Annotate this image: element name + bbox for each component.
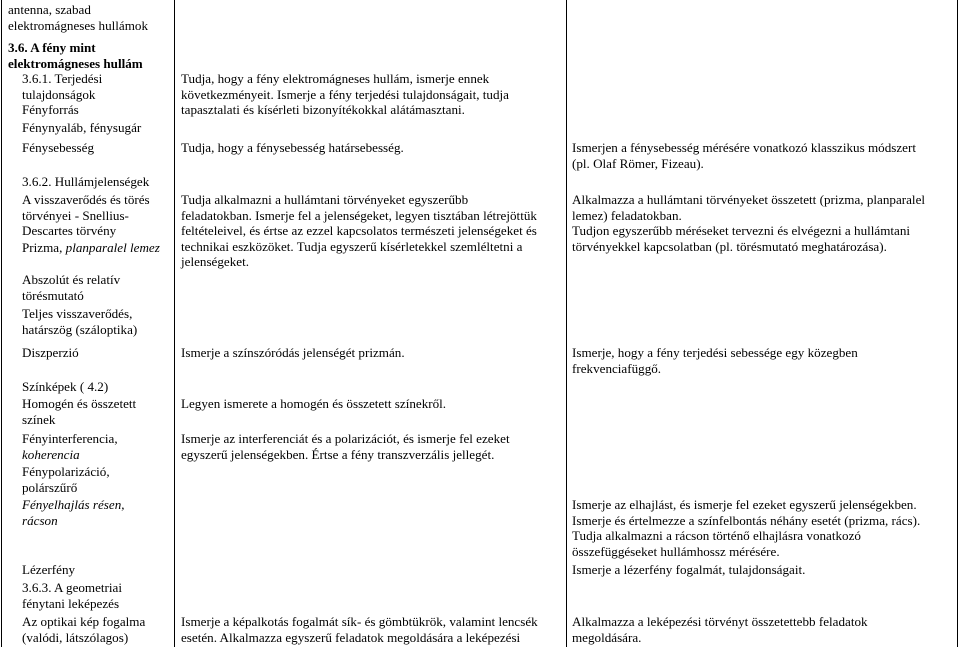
advanced-requirement-line: megoldására. — [572, 629, 642, 645]
advanced-requirement-line: (pl. Olaf Römer, Fizeau). — [572, 155, 704, 171]
advanced-requirement-cell — [572, 140, 916, 171]
topic-line: Fényinterferencia, — [22, 431, 118, 446]
advanced-requirement-line: törvényekkel kapcsolatban (pl. törésmutató meghatározása). — [572, 238, 887, 254]
requirement-line: tapasztalati és kísérleti bizonyítékokkal alátámasztani. — [181, 102, 465, 117]
requirement-line: Tudja alkalmazni a hullámtani törvényeket egyszerűbb — [181, 192, 469, 207]
topic-line: Descartes törvény — [22, 223, 117, 238]
topic-cell — [22, 497, 125, 528]
topic-cell — [8, 40, 143, 71]
table-border-left — [1, 0, 2, 647]
advanced-requirement-line: összefüggéseket hullámhossz mérésére. — [572, 543, 780, 559]
topic-cell — [22, 447, 80, 463]
topic-cell — [22, 562, 75, 578]
requirement-line: Tudja, hogy a fénysebesség határsebesség. — [181, 140, 404, 155]
topic-line: (valódi, látszólagos) — [22, 629, 129, 645]
topic-line: Abszolút és relatív — [22, 272, 121, 287]
advanced-requirement-line: Ismerje és értelmezze a színfelbontás néhány esetét (prizma, rács). — [572, 512, 921, 528]
topic-cell — [22, 306, 137, 337]
requirement-line: Legyen ismerete a homogén és összetett színekről. — [181, 396, 447, 411]
topic-cell — [22, 192, 150, 239]
topic-cell — [22, 464, 110, 495]
requirement-line: egyszerű jelenségekben. Értse a fény transzverzális jellegét. — [181, 446, 495, 462]
requirement-line: feladatokban. Ismerje fel a jelenségeket, legyen tisztában létrejöttük — [181, 207, 537, 223]
topic-line: Diszperzió — [22, 345, 79, 360]
requirement-line: technikai eszközöket. Tudja egyszerű kísérletekkel szemléltetni a — [181, 238, 523, 254]
topic-line: 3.6.3. A geometriai — [22, 580, 123, 595]
topic-cell — [22, 345, 79, 361]
advanced-requirement-line: lemez) feladatokban. — [572, 207, 682, 223]
requirement-line: Ismerje a színszóródás jelenségét prizmán. — [181, 345, 405, 360]
topic-line: antenna, szabad — [8, 2, 91, 17]
topic-line: elektromágneses hullám — [8, 55, 143, 71]
topic-cell — [22, 614, 145, 645]
topic-cell — [22, 120, 141, 136]
requirement-cell — [181, 140, 404, 156]
topic-line: törésmutató — [22, 287, 84, 303]
topic-line: Az optikai kép fogalma — [22, 614, 146, 629]
topic-line: tulajdonságok — [22, 86, 96, 102]
advanced-requirement-line: Ismerje a lézerfény fogalmát, tulajdonságait. — [572, 562, 806, 577]
topic-line: 3.6.2. Hullámjelenségek — [22, 174, 150, 189]
topic-cell — [22, 396, 136, 427]
topic-line: elektromágneses hullámok — [8, 17, 148, 33]
requirement-line: Tudja, hogy a fény elektromágneses hullám, ismerje ennek — [181, 71, 490, 86]
advanced-requirement-line: Tudjon egyszerűbb méréseket tervezni és elvégezni a hullámtani — [572, 223, 911, 238]
topic-line: koherencia — [22, 447, 80, 462]
requirement-line: Ismerje az interferenciát és a polarizációt, és ismerje fel ezeket — [181, 431, 510, 446]
requirement-line: Ismerje a képalkotás fogalmát sík- és gömbtükrök, valamint lencsék — [181, 614, 538, 629]
topic-line: Színképek ( 4.2) — [22, 379, 109, 394]
topic-line: Fénysebesség — [22, 140, 95, 155]
topic-cell — [22, 431, 118, 447]
advanced-requirement-line: Tudja alkalmazni a rácson történő elhajlásra vonatkozó — [572, 528, 861, 543]
topic-line: Fényelhajlás résen, — [22, 497, 125, 512]
topic-line: 3.6.1. Terjedési — [22, 71, 103, 86]
advanced-requirement-line: frekvenciafüggő. — [572, 360, 662, 376]
column-divider-2 — [566, 0, 567, 647]
advanced-requirement-line: Ismerje az elhajlást, és ismerje fel ezeket egyszerű jelenségekben. — [572, 497, 917, 512]
topic-cell — [22, 102, 79, 118]
topic-line: Prizma, planparalel lemez — [22, 240, 160, 255]
requirement-cell — [181, 71, 509, 118]
topic-line: Homogén és összetett — [22, 396, 137, 411]
advanced-requirement-cell — [572, 614, 868, 645]
advanced-requirement-line: Alkalmazza a leképezési törvényt összetettebb feladatok — [572, 614, 868, 629]
requirement-line: jelenségeket. — [181, 254, 249, 269]
topic-cell — [22, 174, 149, 190]
topic-line: határszög (száloptika) — [22, 321, 138, 337]
topic-cell — [22, 140, 94, 156]
topic-cell — [22, 580, 122, 611]
topic-line: rácson — [22, 512, 58, 528]
topic-cell — [22, 240, 160, 256]
advanced-requirement-cell — [572, 192, 925, 254]
topic-cell — [8, 2, 148, 33]
requirement-cell — [181, 396, 446, 412]
advanced-requirement-line: Alkalmazza a hullámtani törvényeket összetett (prizma, planparalel — [572, 192, 926, 207]
column-divider-1 — [174, 0, 175, 647]
topic-line: Fénypolarizáció, — [22, 464, 110, 479]
topic-line: polárszűrő — [22, 479, 78, 495]
topic-cell — [22, 379, 108, 395]
topic-cell — [22, 272, 120, 303]
requirement-line: esetén. Alkalmazza egyszerű feladatok megoldására a leképezési — [181, 629, 521, 645]
topic-line: A visszaverődés és törés — [22, 192, 150, 207]
topic-cell — [22, 71, 102, 102]
advanced-requirement-cell — [572, 497, 920, 559]
topic-line: fénytani leképezés — [22, 595, 120, 611]
topic-line: Fényforrás — [22, 102, 79, 117]
advanced-requirement-cell — [572, 562, 805, 578]
topic-line: Teljes visszaverődés, — [22, 306, 133, 321]
table-border-right — [957, 0, 958, 647]
requirement-cell — [181, 614, 538, 645]
topic-line: törvényei - Snellius- — [22, 207, 129, 223]
topic-line: Lézerfény — [22, 562, 76, 577]
advanced-requirement-line: Ismerje, hogy a fény terjedési sebessége egy közegben — [572, 345, 858, 360]
requirement-cell — [181, 345, 405, 361]
advanced-requirement-line: Ismerjen a fénysebesség mérésére vonatkozó klasszikus módszert — [572, 140, 916, 155]
requirement-line: következményeit. Ismerje a fény terjedési tulajdonságait, tudja — [181, 86, 509, 102]
topic-line: Fénynyaláb, fénysugár — [22, 120, 142, 135]
advanced-requirement-cell — [572, 345, 858, 376]
requirement-line: feltételeivel, és értse az ezzel kapcsolatos természeti jelenségeket és — [181, 223, 537, 238]
topic-line: 3.6. A fény mint — [8, 40, 96, 55]
requirement-cell — [181, 431, 510, 462]
requirement-cell — [181, 192, 537, 270]
topic-line: színek — [22, 411, 56, 427]
